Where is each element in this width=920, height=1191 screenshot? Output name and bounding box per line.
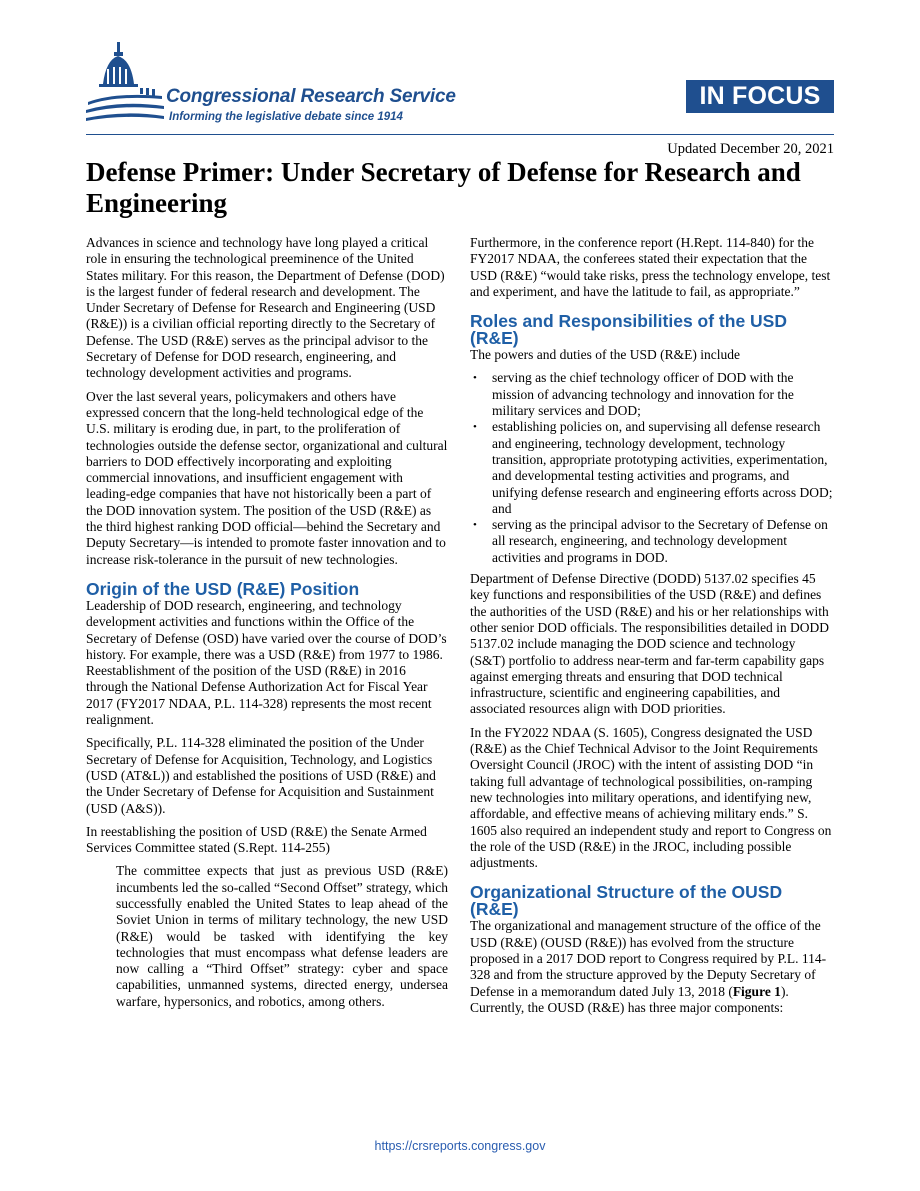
heading-origin: Origin of the USD (R&E) Position bbox=[86, 578, 360, 599]
page-title: Defense Primer: Under Secretary of Defense for Research and Engineering bbox=[86, 157, 801, 218]
heading-org-structure: Organizational Structure of the OUSD (R&E) bbox=[470, 882, 783, 920]
bullet-icon: • bbox=[473, 519, 477, 532]
org-text-after: ). Currently, the OUSD (R&E) has three major components: bbox=[470, 983, 789, 1015]
origin-paragraph-2: Specifically, P.L. 114-328 eliminated the position of the Under Secretary of Defense for Acquisition, Technology, and Logistics (USD (AT&L)) and established the positions of USD (R&E) and the Under Secretary of Defense for Acquisition and Sustainment (USD (A&S)). bbox=[86, 735, 436, 816]
list-item bbox=[470, 517, 834, 566]
roles-intro: The powers and duties of the USD (R&E) include bbox=[470, 347, 740, 363]
figure-1-link[interactable]: Figure 1 bbox=[732, 983, 781, 999]
intro-paragraph-1: Advances in science and technology have long played a critical role in ensuring the technological preeminence of the United States military. For this reason, the Department of Defense (DOD) is the largest funder of federal research and development. The Under Secretary of Defense for Research and Engineering (USD (R&E)) is a civilian official reporting directly to the Secretary of Defense. The USD (R&E) serves as the principal advisor to the Secretary of Defense for DOD research, engineering, and technology development activities and programs. bbox=[86, 235, 445, 381]
bullet-icon: • bbox=[473, 421, 477, 434]
origin-paragraph-1: Leadership of DOD research, engineering, and technology development activities and functions within the Office of the Secretary of Defense (OSD) have varied over the course of DOD’s history. For example, there was a USD (R&E) from 1977 to 1986. Reestablishment of the position of the USD (R&E) in 2016 through the National Defense Authorization Act for Fiscal Year 2017 (FY2017 NDAA, P.L. 114-328) represents the most recent realignment. bbox=[86, 597, 447, 728]
org-name: Congressional Research Service bbox=[166, 86, 456, 107]
list-item bbox=[470, 419, 834, 517]
org-tagline: Informing the legislative debate since 1914 bbox=[169, 111, 403, 123]
list-item-text: serving as the chief technology officer of DOD with the mission of advancing technology and innovation for the military services and DOD; bbox=[492, 370, 794, 419]
dodd-paragraph: Department of Defense Directive (DODD) 5137.02 specifies 45 key functions and responsibilities of the USD (R&E) and defines the authorities of the USD (R&E) and his or her relationships with other senior DOD officials. The responsibilities detailed in DODD 5137.02 include managing the DOD science and technology (S&T) portfolio to address near-term and far-term capability gaps against emerging threats and ensuring that DOD technical infrastructure, scientific and engineering capabilities, and associated resources align with DOD priorities. bbox=[470, 571, 830, 717]
footer-url-link[interactable]: https://crsreports.congress.gov bbox=[374, 1139, 546, 1153]
bullet-icon: • bbox=[473, 372, 477, 385]
list-item-text: establishing policies on, and supervising all defense research and engineering, technology development, technology transition, appropriate prototyping activities, experimentation, and developmental testing activities and programs, and unifying defense research and engineering efforts across DOD; and bbox=[492, 419, 833, 516]
ndaa-paragraph: In the FY2022 NDAA (S. 1605), Congress designated the USD (R&E) as the Chief Technical Advisor to the Joint Requirements Oversight Council (JROC) with the intent of assisting DOD “in taking full advantage of technological possibilities, on-ramping new technologies into military operations, and identifying new, affordable, and effective means of achieving military ends.” S. 1605 also required an independent study and report to Congress on the role of the USD (R&E) in the JROC, including possible adjustments. bbox=[470, 724, 832, 871]
org-structure-paragraph bbox=[470, 918, 834, 1016]
list-item bbox=[470, 370, 834, 419]
capitol-dome-icon bbox=[86, 40, 166, 132]
duties-list bbox=[470, 370, 834, 566]
in-focus-badge: IN FOCUS bbox=[686, 80, 834, 113]
committee-quote: The committee expects that just as previous USD (R&E) incumbents led the so-called “Second Offset” strategy, which successfully enabled the United States to leap ahead of the Soviet Union in terms of military technology, the new USD (R&E) would be tasked with identifying the key technologies that must encompass what defense leaders are now calling a “Third Offset” strategy: cyber and space capabilities, unmanned systems, directed energy, undersea warfare, hypersonics, and robotics, among others. bbox=[116, 863, 448, 1009]
conference-paragraph: Furthermore, in the conference report (H.Rept. 114-840) for the FY2017 NDAA, the conferees stated their expectation that the USD (R&E) “would take risks, press the technology envelope, test and experiment, and have the latitude to fail, as appropriate.” bbox=[470, 235, 831, 299]
list-item-text: serving as the principal advisor to the Secretary of Defense on all research, engineering, and technology development activities and programs in DOD. bbox=[492, 517, 828, 565]
updated-date: Updated December 20, 2021 bbox=[667, 141, 834, 157]
header-divider bbox=[86, 134, 834, 135]
heading-roles: Roles and Responsibilities of the USD (R&E) bbox=[470, 311, 787, 349]
crs-logo[interactable] bbox=[86, 40, 506, 132]
org-text-before: The organizational and management structure of the office of the USD (R&E) (OUSD (R&E)) has evolved from the structure proposed in a 2017 DOD report to Congress required by P.L. 114-328 and from the structure approved by the Deputy Secretary of Defense in a memorandum dated July 13, 2018 ( bbox=[470, 918, 827, 999]
origin-paragraph-3: In reestablishing the position of USD (R&E) the Senate Armed Services Committee stated (S.Rept. 114-255) bbox=[86, 823, 427, 856]
left-column bbox=[86, 235, 448, 1010]
right-column bbox=[470, 235, 834, 1023]
intro-paragraph-2: Over the last several years, policymakers and others have expressed concern that the long-held technological edge of the U.S. military is eroding due, in part, to the proliferation of technologies outside the defense sector, organizational and cultural barriers to DOD effectively incorporating and exploiting commercial innovations, and insufficient engagement with leading-edge companies that have not historically been a part of the DOD innovation system. The position of the USD (R&E) as the third highest ranking DOD official—behind the Secretary and Deputy Secretary—is intended to promote faster innovation and to increase risk-tolerance in the pursuit of new technologies. bbox=[86, 388, 448, 567]
